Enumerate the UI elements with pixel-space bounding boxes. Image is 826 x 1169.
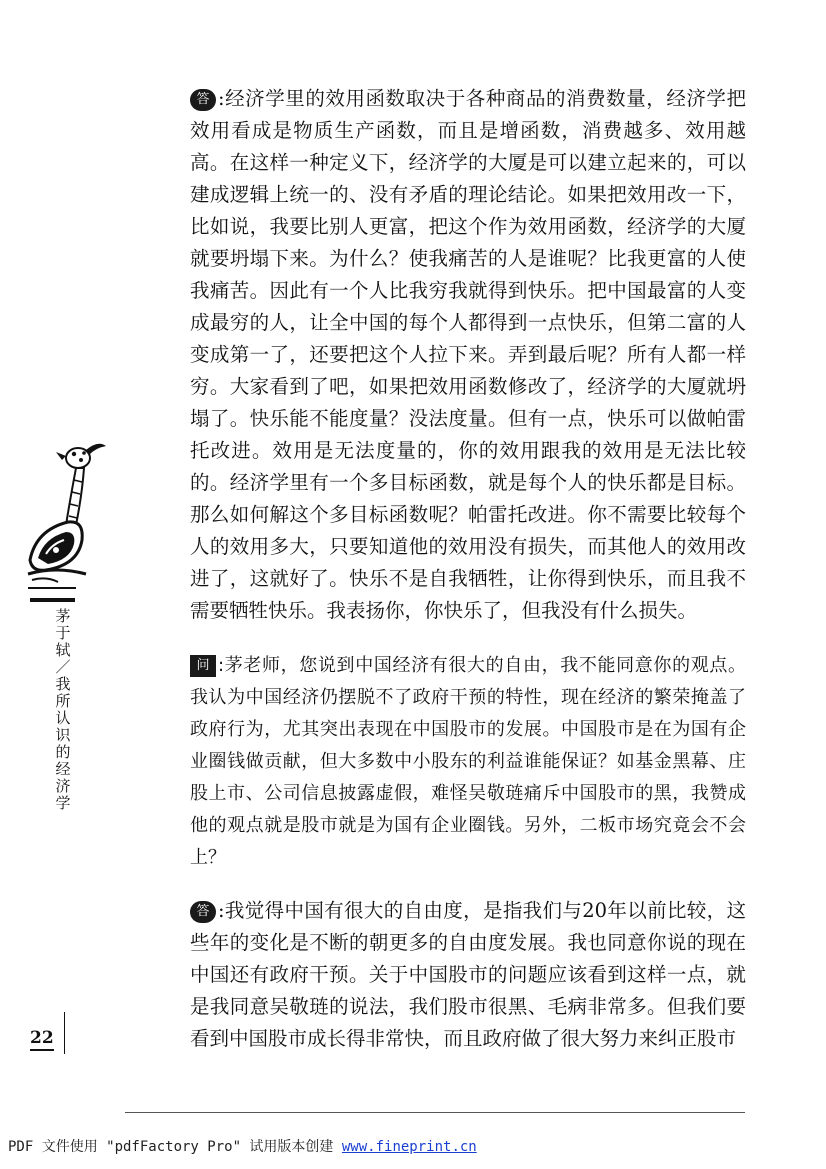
answer-badge-icon: 答 — [190, 901, 216, 923]
side-decoration-bar — [30, 598, 75, 602]
answer-1-text: :经济学里的效用函数取决于各种商品的消费数量，经济学把效用看成是物质生产函数，而且是增函数，消费越多、效用越高。在这样一种定义下，经济学的大厦是可以建立起来的，可以建成逻辑上统一的、没有矛盾的理论结论。如果把效用改一下，比如说，我要比别人更富，把这个作为效用函数，经济学的大厦就要坍塌下来。为什么？使我痛苦的人是谁呢？比我更富的人使我痛苦。因此有一个人比我穷我就得到快乐。把中国最富的人变成最穷的人，让全中国的每个人都得到一点快乐，但第二富的人变成第一了，还要把这个人拉下来。弄到最后呢？所有人都一样穷。大家看到了吧，如果把效用函数修改了，经济学的大厦就坍塌了。快乐能不能度量？没法度量。但有一点，快乐可以做帕雷托改进。效用是无法度量的，你的效用跟我的效用是无法比较的。经济学里有一个多目标函数，就是每个人的快乐都是目标。那么如何解这个多目标函数呢？帕雷托改进。你不需要比较每个人的效用多大，只要知道他的效用没有损失，而其他人的效用改进了，这就好了。快乐不是自我牺牲，让你得到快乐，而且我不需要牺牲快乐。我表扬你，你快乐了，但我没有什么损失。 — [190, 87, 746, 622]
question-paragraph — [190, 650, 746, 874]
footer-text: PDF 文件使用 "pdfFactory Pro" 试用版本创建 — [8, 1139, 342, 1155]
footer-link[interactable]: www.fineprint.cn — [341, 1139, 477, 1155]
side-book-title: 茅于轼／我所认识的经济学 — [55, 607, 71, 812]
page-number-rule — [64, 1012, 65, 1054]
answer-2-text: :我觉得中国有很大的自由度，是指我们与20年以前比较，这些年的变化是不断的朝更多的自由度发展。我也同意你说的现在中国还有政府干预。关于中国股市的问题应该看到这样一点，就是我同意吴敬琏的说法，我们股市很黑、毛病非常多。但我们要看到中国股市成长得非常快，而且政府做了很大努力来纠正股市 — [190, 899, 746, 1050]
page-number: 22 — [30, 1028, 54, 1051]
question-text: :茅老师，您说到中国经济有很大的自由，我不能同意你的观点。我认为中国经济仍摆脱不了政府干预的特性，现在经济的繁荣掩盖了政府行为，尤其突出表现在中国股市的发展。中国股市是在为国有企业圈钱做贡献，但大多数中小股东的利益谁能保证？如基金黑幕、庄股上市、公司信息披露虚假，难怪吴敬琏痛斥中国股市的黑，我赞成他的观点就是股市就是为国有企业圈钱。另外，二板市场究竟会不会上？ — [190, 655, 746, 868]
answer-badge-icon: 答 — [190, 89, 216, 111]
answer-paragraph-1 — [190, 83, 746, 627]
answer-paragraph-2 — [190, 895, 746, 1055]
footer-divider — [125, 1112, 745, 1113]
pdf-footer — [8, 1136, 477, 1156]
bird-illustration-icon — [26, 440, 116, 595]
question-badge-icon: 问 — [190, 655, 216, 677]
